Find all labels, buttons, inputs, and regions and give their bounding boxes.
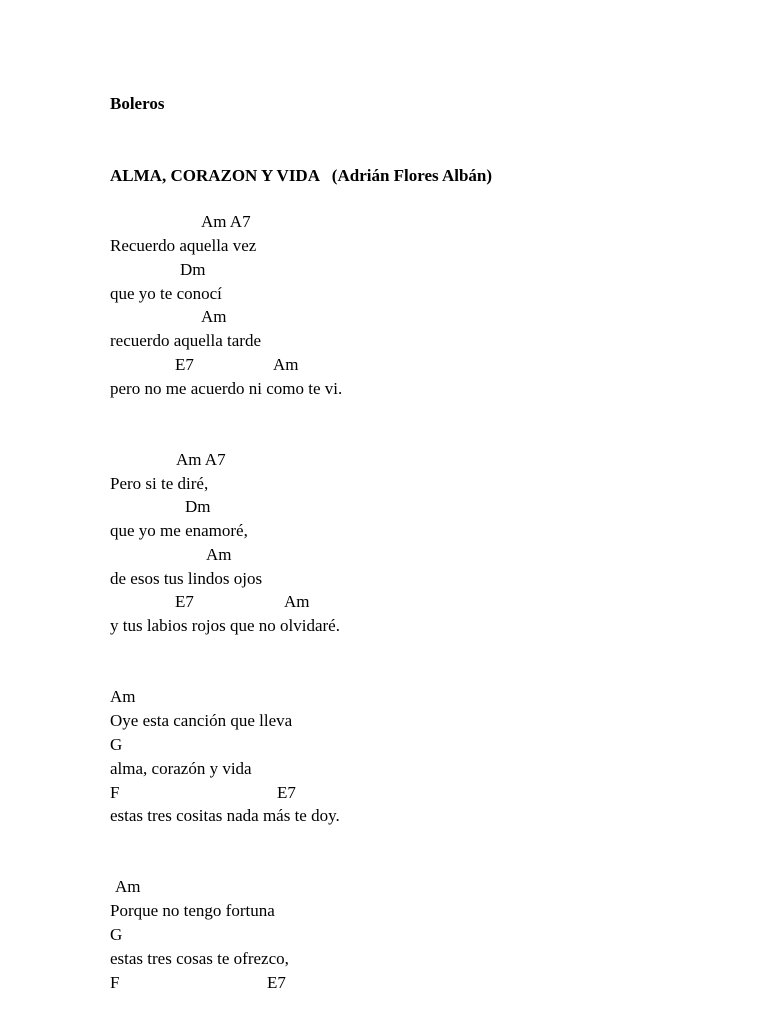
lyric-line: estas tres cosas te ofrezco,	[110, 949, 289, 968]
chord-line: F	[110, 783, 120, 802]
song-title: ALMA, CORAZON Y VIDA (Adrián Flores Albán)	[110, 166, 493, 185]
chord-line: Am	[273, 355, 299, 374]
section-title: Boleros	[110, 94, 165, 113]
chord-line: Am A7	[176, 450, 226, 469]
lyric-line: pero no me acuerdo ni como te vi.	[110, 379, 343, 398]
chord-line: Am	[110, 687, 136, 706]
chord-line: G	[110, 735, 123, 754]
lyric-line: alma, corazón y vida	[110, 759, 252, 778]
chord-line: E7	[267, 973, 286, 992]
chord-line: G	[110, 925, 123, 944]
lyric-line: y tus labios rojos que no olvidaré.	[110, 616, 340, 635]
lyric-line: Oye esta canción que lleva	[110, 711, 293, 730]
chord-line: E7	[175, 592, 194, 611]
chord-line: Am	[284, 592, 310, 611]
lyric-line: Porque no tengo fortuna	[110, 901, 275, 920]
chord-line: Am A7	[201, 212, 251, 231]
chord-line: E7	[277, 783, 296, 802]
chord-line: E7	[175, 355, 194, 374]
chord-line: Am	[201, 307, 227, 326]
lyric-line: Pero si te diré,	[110, 474, 209, 493]
lyric-line: Recuerdo aquella vez	[110, 236, 257, 255]
lyric-line: estas tres cositas nada más te doy.	[110, 806, 340, 825]
lyric-line: de esos tus lindos ojos	[110, 569, 263, 588]
chord-line: Am	[206, 545, 232, 564]
lyric-line: que yo me enamoré,	[110, 521, 248, 540]
lyric-line: recuerdo aquella tarde	[110, 331, 262, 350]
chord-line: Dm	[180, 260, 206, 279]
chord-line: Dm	[185, 497, 211, 516]
lyric-line: que yo te conocí	[110, 284, 222, 303]
chord-line: Am	[115, 877, 141, 896]
chord-line: F	[110, 973, 120, 992]
